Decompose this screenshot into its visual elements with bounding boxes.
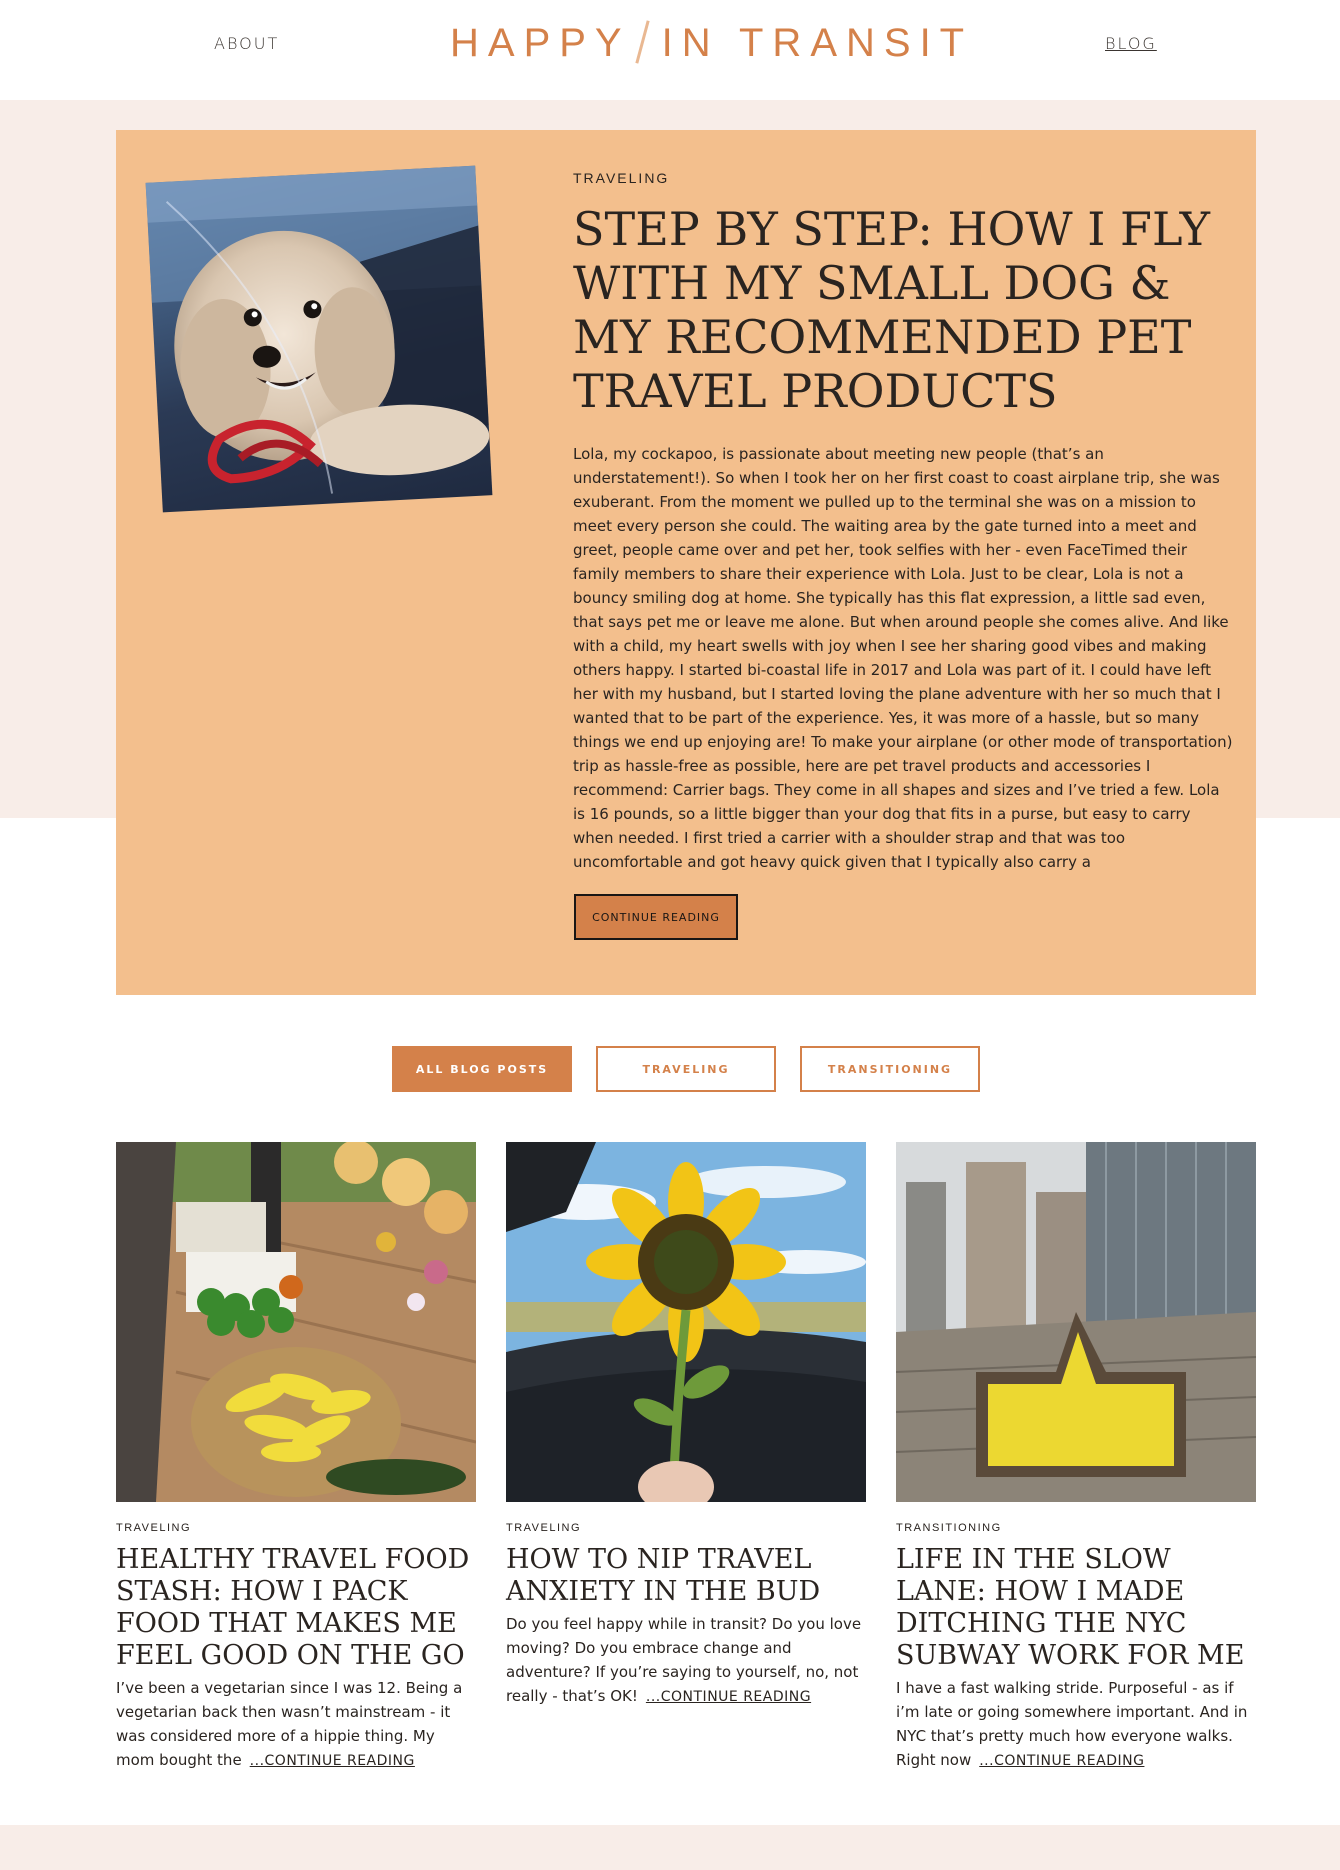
- post-excerpt-text: I have a fast walking stride. Purposeful - as if i’m late or going somewhere important. And in NYC that’s pretty much how everyone walks. Right now: [896, 1679, 1248, 1769]
- post-excerpt: [116, 1676, 476, 1773]
- featured-dog-photo[interactable]: [146, 166, 493, 513]
- post-image-farmstand[interactable]: [116, 1142, 476, 1502]
- filter-traveling-button[interactable]: TRAVELING: [596, 1046, 776, 1092]
- post-title[interactable]: HOW TO NIP TRAVEL ANXIETY IN THE BUD: [506, 1544, 821, 1607]
- featured-excerpt: Lola, my cockapoo, is passionate about meeting new people (that’s an understatement!). So when I took her on her first coast to coast airplane trip, she was exuberant. From the moment we pulled up to the terminal she was on a mission to meet every person she could. The waiting area by the gate turned into a meet and greet, people came over and pet her, took selfies with her - even FaceTimed their family members to share their experience with Lola. Just to be clear, Lola is not a bouncy smiling dog at home. She typically has this flat expression, a little sad even, that says pet me or leave me alone. But when around people she comes alive. And like with a child, my heart swells with joy when I see her sharing good vibes and making others happy. I started bi-coastal life in 2017 and Lola was part of it. I could have left her with my husband, but I started loving the plane adventure with her so much that I wanted that to be part of the experience. Yes, it was more of a hassle, but so many things we end up enjoying are! To make your airplane (or other mode of transportation) trip as hassle-free as possible, here are pet travel products and accessories I recommend: Carrier bags. They come in all shapes and sizes and I’ve tried a few. Lola is 16 pounds, so a little bigger than your dog that fits in a purse, but easy to carry when needed. I first tried a carrier with a shoulder strap and that was too uncomfortable and got heavy quick given that I typically also carry a: [573, 445, 1233, 871]
- post-image-sunflower[interactable]: [506, 1142, 866, 1502]
- post-excerpt: [506, 1612, 866, 1709]
- nav-blog-link[interactable]: BLOG: [1105, 34, 1157, 53]
- blog-filter-bar: [392, 1046, 982, 1092]
- logo-slash: [635, 20, 649, 63]
- logo-text-happy: HAPPY: [450, 21, 631, 65]
- post-card: [896, 1142, 1256, 1773]
- continue-reading-link[interactable]: ...CONTINUE READING: [645, 1689, 812, 1705]
- post-image-nyc-bench[interactable]: [896, 1142, 1256, 1502]
- sunflower-illustration: [506, 1142, 866, 1502]
- post-title[interactable]: LIFE IN THE SLOW LANE: HOW I MADE DITCHING THE NYC SUBWAY WORK FOR ME: [896, 1544, 1245, 1671]
- post-card: [116, 1142, 476, 1773]
- filter-all-posts-button[interactable]: ALL BLOG POSTS: [392, 1046, 572, 1092]
- featured-post-card: [116, 130, 1256, 995]
- continue-reading-button[interactable]: CONTINUE READING: [574, 894, 738, 940]
- post-card: [506, 1142, 866, 1709]
- footer-band: [0, 1825, 1340, 1870]
- post-excerpt: [896, 1676, 1256, 1773]
- logo-text-in-transit: IN TRANSIT: [661, 21, 974, 65]
- post-category[interactable]: TRAVELING: [116, 1522, 192, 1534]
- post-category[interactable]: TRANSITIONING: [896, 1522, 1002, 1534]
- featured-category[interactable]: TRAVELING: [573, 170, 670, 186]
- farmstand-illustration: [116, 1142, 476, 1502]
- continue-reading-link[interactable]: ...CONTINUE READING: [249, 1753, 415, 1769]
- featured-title[interactable]: STEP BY STEP: HOW I FLY WITH MY SMALL DOG & MY RECOMMENDED PET TRAVEL PRODUCTS: [573, 202, 1210, 418]
- site-logo[interactable]: [450, 20, 973, 66]
- post-category[interactable]: TRAVELING: [506, 1522, 582, 1534]
- continue-reading-link[interactable]: ...CONTINUE READING: [979, 1753, 1145, 1769]
- post-excerpt-text: I’ve been a vegetarian since I was 12. Being a vegetarian back then wasn’t mainstream - it was considered more of a hippie thing. My mom bought the: [116, 1679, 463, 1769]
- nav-about-link[interactable]: ABOUT: [214, 34, 280, 53]
- filter-transitioning-button[interactable]: TRANSITIONING: [800, 1046, 980, 1092]
- post-title[interactable]: HEALTHY TRAVEL FOOD STASH: HOW I PACK FOOD THAT MAKES ME FEEL GOOD ON THE GO: [116, 1544, 470, 1671]
- post-excerpt-text: Do you feel happy while in transit? Do you love moving? Do you embrace change and adventure? If you’re saying to yourself, no, not really - that’s OK!: [506, 1615, 862, 1705]
- nyc-bench-illustration: [896, 1142, 1256, 1502]
- dog-illustration: [146, 166, 493, 513]
- site-header: [0, 0, 1340, 100]
